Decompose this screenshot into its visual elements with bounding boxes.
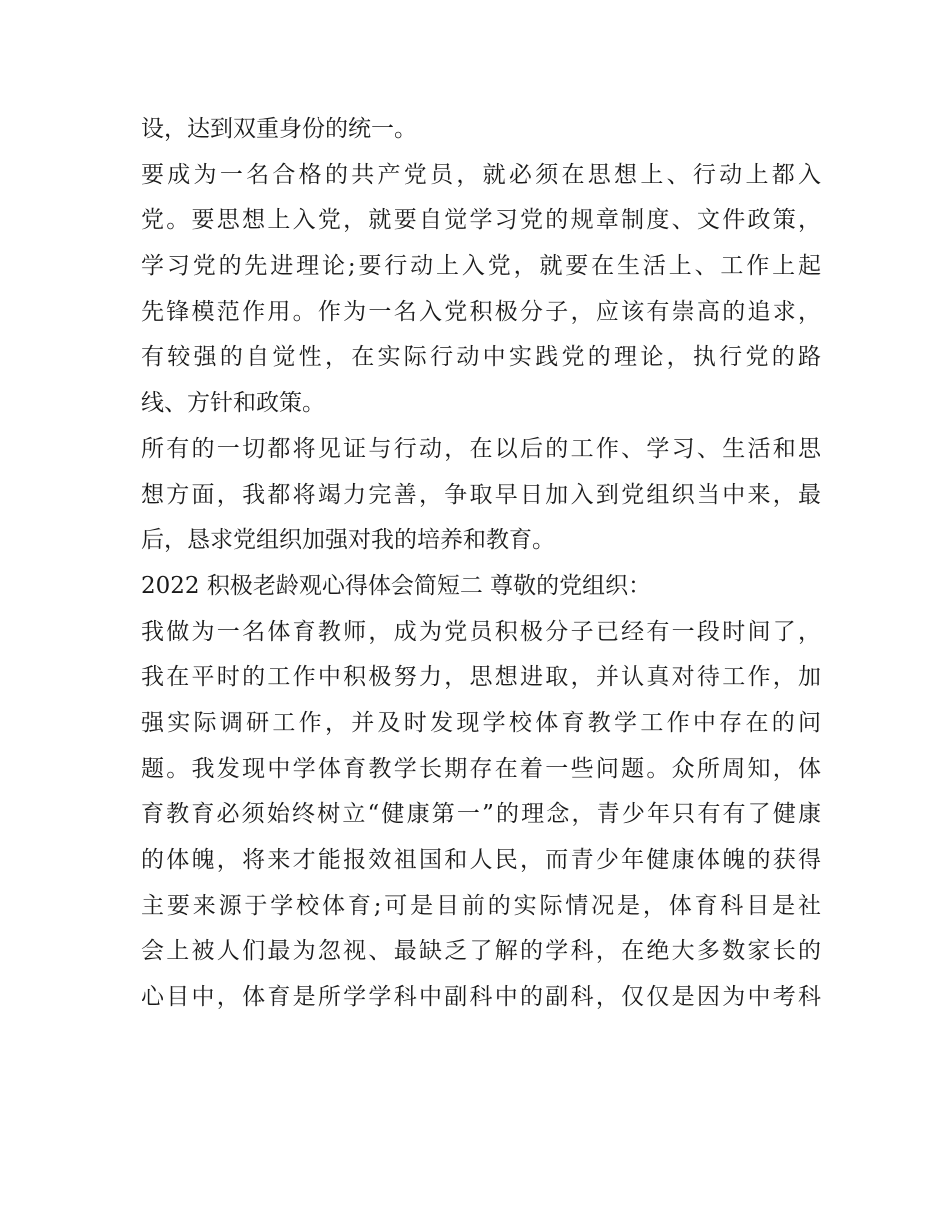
text-line: 有较强的自觉性，在实际行动中实践党的理论，执行党的路 — [141, 344, 821, 371]
text-line: 题。我发现中学体育教学长期存在着一些问题。众所周知，体 — [141, 755, 821, 782]
text-line: 设，达到双重身份的统一。 — [141, 116, 417, 142]
text-line: 育教育必须始终树立“健康第一”的理念，青少年只有有了健康 — [141, 801, 821, 828]
text-line: 党。要思想上入党，就要自觉学习党的规章制度、文件政策， — [141, 207, 821, 234]
text-line: 我在平时的工作中积极努力，思想进取，并认真对待工作，加 — [141, 664, 821, 691]
text-line: 要成为一名合格的共产党员，就必须在思想上、行动上都入 — [141, 161, 821, 188]
text-line: 会上被人们最为忽视、最缺乏了解的学科，在绝大多数家长的 — [141, 938, 821, 965]
text-line: 所有的一切都将见证与行动，在以后的工作、学习、生活和思 — [141, 435, 821, 462]
text-line: 主要来源于学校体育;可是目前的实际情况是，体育科目是社 — [141, 892, 821, 919]
text-line: 我做为一名体育教师，成为党员积极分子已经有一段时间了， — [141, 618, 821, 645]
text-line: 线、方针和政策。 — [141, 390, 325, 417]
text-line: 后，恳求党组织加强对我的培养和教育。 — [141, 527, 555, 554]
text-line: 学习党的先进理论;要行动上入党，就要在生活上、工作上起 — [141, 253, 821, 280]
text-line: 先锋模范作用。作为一名入党积极分子，应该有崇高的追求， — [141, 298, 821, 325]
text-line: 心目中，体育是所学学科中副科中的副科，仅仅是因为中考科 — [141, 984, 821, 1011]
body-text — [141, 107, 821, 1021]
text-line: 的体魄，将来才能报效祖国和人民，而青少年健康体魄的获得 — [141, 847, 821, 873]
text-line: 强实际调研工作，并及时发现学校体育教学工作中存在的问 — [141, 709, 821, 736]
text-line: 想方面，我都将竭力完善，争取早日加入到党组织当中来，最 — [141, 481, 821, 508]
text-line: 2022 积极老龄观心得体会简短二 尊敬的党组织： — [141, 572, 652, 599]
